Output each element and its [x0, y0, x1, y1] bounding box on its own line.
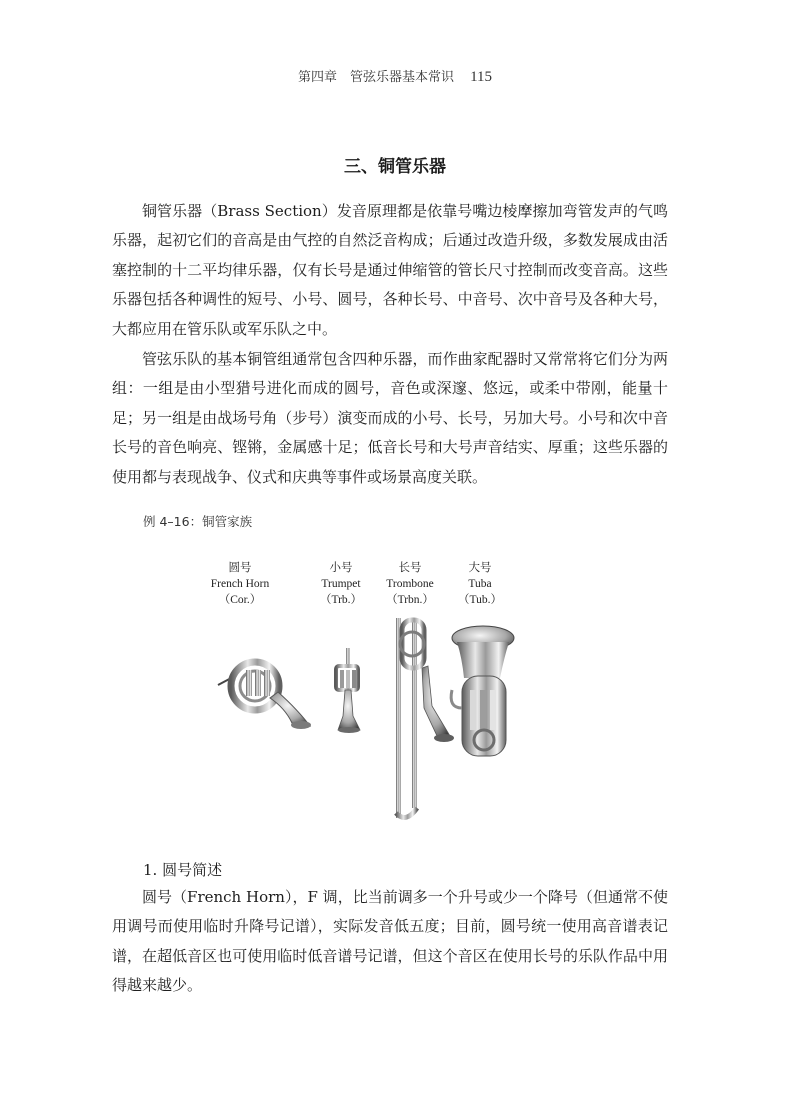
instruments-illustration — [200, 558, 520, 828]
french-horn-image — [218, 662, 311, 729]
section-title: 三、铜管乐器 — [344, 157, 446, 177]
label-cn: 长号 — [398, 562, 422, 574]
tuba-image — [451, 626, 514, 756]
label-abbr: （Tub.） — [458, 594, 502, 606]
label-cn: 小号 — [329, 562, 353, 574]
running-header — [0, 66, 790, 86]
body-paragraph-1: 铜管乐器（Brass Section）发音原理都是依靠号嘴边棱摩擦加弯管发声的气鸣乐器，起初它们的音高是由气控的自然泛音构成；后通过改造升级，多数发展成由活塞控制的十二平均律乐器，仅有长号是通过伸缩管的管长尺寸控制而改变音高。这些乐器包括各种调性的短号、小号、圆号，各种长号、中音号、次中音号及各种大号，大都应用在管乐队或军乐队之中。 — [112, 202, 668, 338]
label-abbr: （Trb.） — [319, 594, 363, 606]
label-en: Trumpet — [321, 578, 361, 590]
label-en: French Horn — [210, 578, 270, 590]
label-abbr: （Cor.） — [218, 594, 262, 606]
brass-family-figure — [200, 558, 520, 828]
label-en: Tuba — [468, 578, 492, 590]
subsection-paragraph: 圆号（French Horn），F 调，比当前调多一个升号或少一个降号（但通常不使用调号而使用临时升降号记谱），实际发音低五度；目前，圆号统一使用高音谱表记谱，在超低音区也可使用临时低音谱号记谱，但这个音区在使用长号的乐队作品中用得越来越少。 — [112, 888, 668, 995]
trombone-image — [396, 618, 454, 818]
label-en: Trombone — [386, 578, 434, 590]
page-number: 115 — [470, 69, 493, 85]
chapter-title: 第四章 管弦乐器基本常识 — [297, 70, 454, 85]
label-abbr: （Trbn.） — [386, 594, 434, 606]
body-paragraph-2: 管弦乐队的基本铜管组通常包含四种乐器，而作曲家配器时又常常将它们分为两组：一组是由小型猎号进化而成的圆号，音色或深邃、悠远，或柔中带刚，能量十足；另一组是由战场号角（步号）演变而成的小号、长号，另加大号。小号和次中音长号的音色响亮、铿锵，金属感十足；低音长号和大号声音结实、厚重；这些乐器的使用都与表现战争、仪式和庆典等事件或场景高度关联。 — [112, 350, 668, 486]
label-cn: 圆号 — [228, 562, 252, 574]
label-cn: 大号 — [468, 562, 492, 574]
figure-caption: 例 4–16：铜管家族 — [143, 514, 253, 529]
subsection-heading: 1. 圆号简述 — [143, 861, 223, 879]
trumpet-image — [336, 648, 360, 733]
